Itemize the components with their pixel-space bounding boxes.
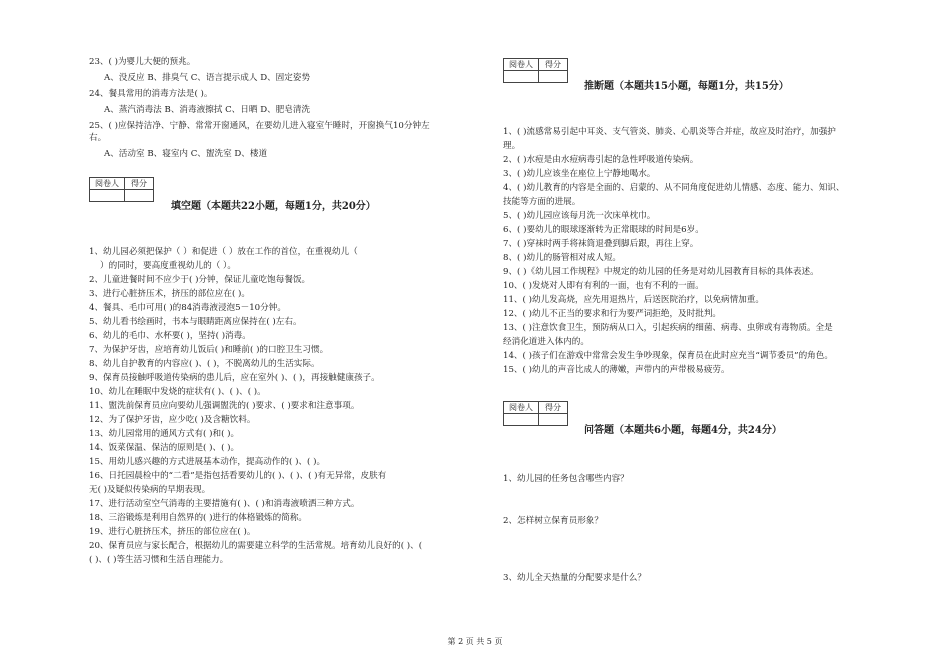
fill-line: 8、幼儿自护教育的内容应( )、( )，不脱离幼儿的生活实际。: [89, 359, 320, 369]
fill-line: 5、幼儿看书绘画时，书本与眼睛距离应保持在( )左右。: [89, 317, 302, 327]
judge-line: 8、( )幼儿的肠管相对成人短。: [503, 253, 622, 263]
judge-line: 11、( )幼儿发高烧，应先用退热片，后送医院治疗，以免病情加重。: [503, 295, 764, 305]
fill-line: ）的同时，要高度重视幼儿的（ ）。: [100, 261, 236, 271]
fill-line: 14、饭菜保温、保洁的原则是( )、( )。: [89, 443, 240, 453]
fill-line: ( )、( )等生活习惯和生活自理能力。: [89, 555, 229, 565]
judge-line: 3、( )幼儿应该坐在座位上宁静地喝水。: [503, 169, 656, 179]
fill-line: 17、进行活动室空气消毒的主要措施有( )、( )和消毒液喷洒三种方式。: [89, 499, 360, 509]
fill-line: 4、餐具、毛巾可用( )的84消毒液浸泡5－10分钟。: [89, 303, 286, 313]
fill-line: 16、日托园晨检中的“二看”是指包括看要幼儿的( )、( )、( )有无异常，皮肤有: [89, 471, 387, 481]
judge-line: 经消化道进入体内的。: [503, 337, 589, 347]
fill-line: 15、用幼儿感兴趣的方式进展基本动作，提高动作的( )、( )。: [89, 457, 326, 467]
judge-line: 4、( )幼儿教育的内容是全面的、启蒙的、从不同角度促进幼儿情感、态度、能力、知识、: [503, 183, 845, 193]
judge-line: 9、( )《幼儿园工作规程》中规定的幼儿园的任务是对幼儿园教育目标的具体表述。: [503, 267, 819, 277]
mc-line: A、活动室 B、寝室内 C、盥洗室 D、楼道: [104, 149, 268, 159]
fill-line: 11、盥洗前保育员应向要幼儿强调盥洗的( )要求、( )要求和注意事项。: [89, 401, 360, 411]
judge-line: 13、( )注意饮食卫生，预防病从口入，引起疾病的细菌、病毒、虫卵或有毒物质。全是: [503, 323, 833, 333]
mc-line: 24、餐具常用的消毒方法是( )。: [89, 89, 213, 99]
judge-line: 6、( )要幼儿的眼球逐渐转为正常眼球的时间是6岁。: [503, 225, 704, 235]
score-box: [503, 401, 568, 426]
fill-line: 12、为了保护牙齿，应少吃( )及含糖饮料。: [89, 415, 256, 425]
qa-line: 1、幼儿园的任务包含哪些内容？: [503, 474, 629, 484]
fill-section-title: 填空题（本题共22小题，每题1分，共20分）: [171, 201, 376, 212]
fill-line: 7、为保护牙齿，应培育幼儿饭后( )和睡前( )的口腔卫生习惯。: [89, 345, 329, 355]
fill-line: 18、三浴锻炼是利用自然界的( )进行的体格锻炼的简称。: [89, 513, 308, 523]
mc-line: A、蒸汽消毒法 B、消毒液擦拭 C、日晒 D、肥皂清洗: [104, 105, 311, 115]
judge-line: 1、( )流感常易引起中耳炎、支气管炎、肺炎、心肌炎等合并症，故应及时治疗，加强护: [503, 127, 836, 137]
fill-line: 10、幼儿在睡眠中发烧的症状有( )、( )、( )。: [89, 387, 266, 397]
judge-line: 2、( )水痘是由水痘病毒引起的急性呼吸道传染病。: [503, 155, 699, 165]
score-cell: [539, 71, 568, 83]
judge-line: 12、( )幼儿不正当的要求和行为要严词拒绝，及时批判。: [503, 309, 722, 319]
mc-line: A、没反应 B、排臭气 C、语言提示成人 D、固定姿势: [104, 73, 311, 83]
score-label: 得分: [539, 59, 568, 71]
fill-line: 3、进行心脏挤压术，挤压的部位应在( )。: [89, 289, 250, 299]
grader-cell: [504, 414, 539, 426]
judge-line: 7、( )穿袜时两手将袜筒退叠到脚后跟，再往上穿。: [503, 239, 699, 249]
fill-line: 1、幼儿园必须把保护（ ）和促进（ ）放在工作的首位，在重视幼儿（: [89, 247, 358, 257]
qa-section-title: 问答题（本题共6小题，每题4分，共24分）: [584, 425, 782, 436]
judge-line: 14、( )孩子们在游戏中常常会发生争吵现象，保育员在此时应充当“调节委员”的角色。: [503, 351, 833, 361]
score-cell: [539, 414, 568, 426]
score-box: [89, 177, 154, 202]
grader-label: 阅卷人: [90, 178, 125, 190]
score-label: 得分: [125, 178, 154, 190]
judge-line: 理。: [503, 141, 521, 151]
fill-line: 19、进行心脏挤压术，挤压的部位应在( )。: [89, 527, 256, 537]
judge-line: 技能等方面的进展。: [503, 197, 581, 207]
mc-line: 25、( )应保持洁净、宁静、常常开窗通风，在要幼儿进入寝室午睡时，开窗换气10分钟左: [89, 121, 430, 131]
judge-line: 10、( )发烧对人即有有利的一面，也有不利的一面。: [503, 281, 704, 291]
fill-line: 6、幼儿的毛巾、水杯要( )，坚持( )消毒。: [89, 331, 251, 341]
judge-line: 15、( )幼儿的声音比成人的薄嫩，声带内的声带极易疲劳。: [503, 365, 730, 375]
fill-line: 13、幼儿园常用的通风方式有( )和( )。: [89, 429, 240, 439]
judge-line: 5、( )幼儿园应该每月洗一次床单枕巾。: [503, 211, 656, 221]
mc-line: 23、( )为婴儿大便的预兆。: [89, 57, 196, 67]
score-label: 得分: [539, 402, 568, 414]
qa-line: 2、怎样树立保育员形象？: [503, 516, 603, 526]
grader-cell: [504, 71, 539, 83]
fill-line: 无( )及疑似传染病的早期表现。: [89, 485, 211, 495]
judge-section-title: 推断题（本题共15小题，每题1分，共15分）: [584, 81, 789, 92]
grader-cell: [90, 190, 125, 202]
score-box: [503, 58, 568, 83]
fill-line: 20、保育员应与家长配合，根据幼儿的需要建立科学的生活常规。培育幼儿良好的( )、(: [89, 541, 423, 551]
grader-label: 阅卷人: [504, 59, 539, 71]
fill-line: 2、儿童进餐时间不应少于( )分钟，保证儿童吃饱每餐饭。: [89, 275, 311, 285]
fill-line: 9、保育员接触呼吸道传染病的患儿后，应在室外( )、( )，再接触健康孩子。: [89, 373, 380, 383]
mc-line: 右。: [89, 133, 107, 143]
qa-line: 3、幼儿全天热量的分配要求是什么？: [503, 573, 646, 583]
score-cell: [125, 190, 154, 202]
page-number: 第 2 页 共 5 页: [447, 637, 503, 646]
grader-label: 阅卷人: [504, 402, 539, 414]
